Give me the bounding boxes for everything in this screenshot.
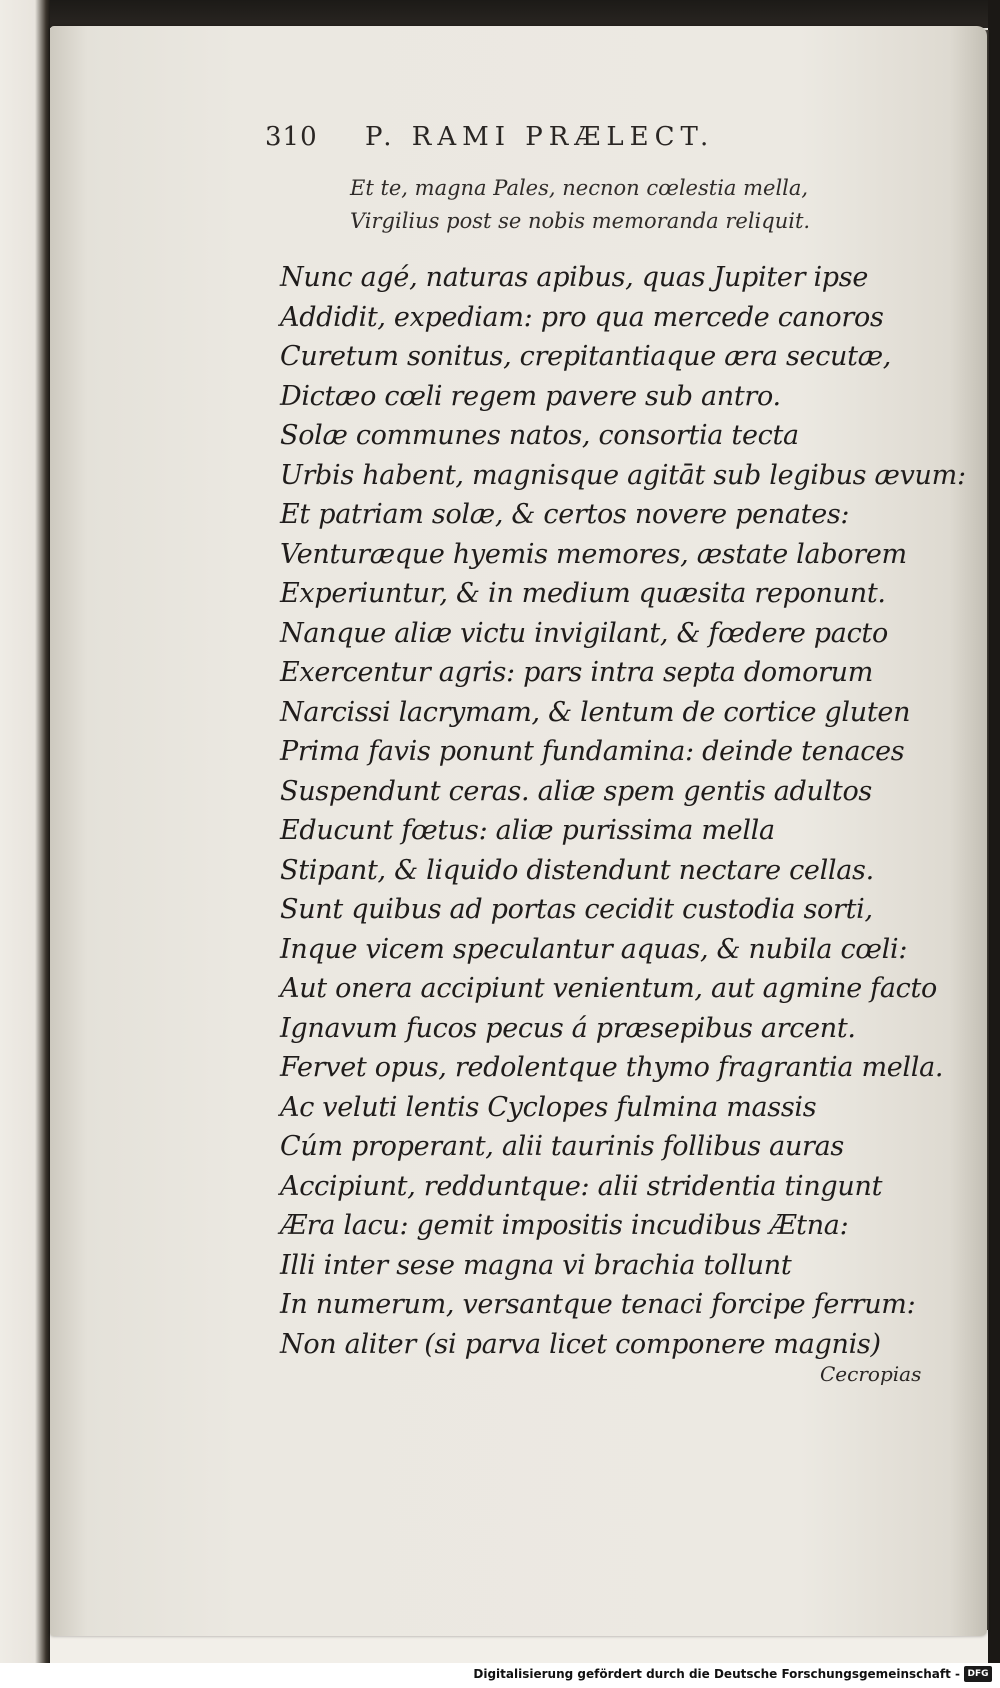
poem-line: Accipiunt, redduntque: alii stridentia tingunt <box>280 1170 883 1202</box>
poem-line: Illi inter sese magna vi brachia tollunt <box>280 1249 792 1281</box>
poem-line: Ac veluti lentis Cyclopes fulmina massis <box>280 1091 817 1123</box>
poem-line: Fervet opus, redolentque thymo fragrantia mella. <box>280 1052 944 1083</box>
poem-line: Sunt quibus ad portas cecidit custodia sorti, <box>280 894 873 925</box>
poem-line: Nunc agé, naturas apibus, quas Jupiter ipse <box>280 262 869 293</box>
poem-line: Exercentur agris: pars intra septa domorum <box>280 657 874 688</box>
poem-line: Aut onera accipiunt venientum, aut agmine facto <box>280 973 937 1004</box>
poem-line: Et patriam solæ, & certos novere penates: <box>280 499 850 530</box>
poem-line: Inque vicem speculantur aquas, & nubila cœli: <box>280 933 908 965</box>
poem-line: Educunt fœtus: aliæ purissima mella <box>280 815 775 846</box>
page-number: 310 <box>265 122 318 152</box>
poem-line: Ignavum fucos pecus á præsepibus arcent. <box>280 1012 856 1044</box>
scan-top-edge <box>0 0 1000 28</box>
poem-line: Suspendunt ceras. aliæ spem gentis adultos <box>280 775 872 807</box>
poem-line: Nanque aliæ victu invigilant, & fœdere pacto <box>280 617 888 649</box>
catchword: Cecropias <box>820 1362 922 1386</box>
poem-line: Cúm properant, alii taurinis follibus auras <box>280 1131 844 1162</box>
running-title: P. RAMI PRÆLECT. <box>365 122 715 152</box>
poem-line: Solæ communes natos, consortia tecta <box>280 420 799 451</box>
footer-bar <box>0 1663 1000 1688</box>
poem-line: Narcissi lacrymam, & lentum de cortice gluten <box>280 696 911 728</box>
poem-line: In numerum, versantque tenaci forcipe ferrum: <box>280 1289 916 1320</box>
poem-line: Curetum sonitus, crepitantiaque æra secutæ, <box>280 341 892 372</box>
running-head <box>265 122 825 156</box>
poem-line: Prima favis ponunt fundamina: deinde tenaces <box>280 736 905 767</box>
scan-right-edge <box>988 0 1000 1663</box>
intro-line: Virgilius post se nobis memoranda reliquit. <box>350 209 811 233</box>
dfg-logo-icon: DFG <box>964 1666 992 1682</box>
poem-line: Experiuntur, & in medium quæsita reponunt. <box>280 578 886 609</box>
intro-verses <box>350 172 910 238</box>
poem-line: Æra lacu: gemit impositis incudibus Ætna: <box>280 1210 849 1241</box>
poem-line: Non aliter (si parva licet componere magnis) <box>280 1328 881 1360</box>
intro-line: Et te, magna Pales, necnon cœlestia mella, <box>350 176 809 200</box>
poem-line: Urbis habent, magnisque agitāt sub legibus ævum: <box>280 459 966 491</box>
scan-left-edge <box>0 0 50 1663</box>
poem-line: Addidit, expediam: pro qua mercede canoros <box>280 301 884 333</box>
funding-credit: Digitalisierung gefördert durch die Deutsche Forschungsgemeinschaft - <box>473 1667 960 1681</box>
poem-line: Venturæque hyemis memores, æstate laborem <box>280 538 907 570</box>
poem-line: Dictæo cœli regem pavere sub antro. <box>280 380 781 412</box>
poem-body <box>280 258 966 1364</box>
poem-line: Stipant, & liquido distendunt nectare cellas. <box>280 854 874 886</box>
